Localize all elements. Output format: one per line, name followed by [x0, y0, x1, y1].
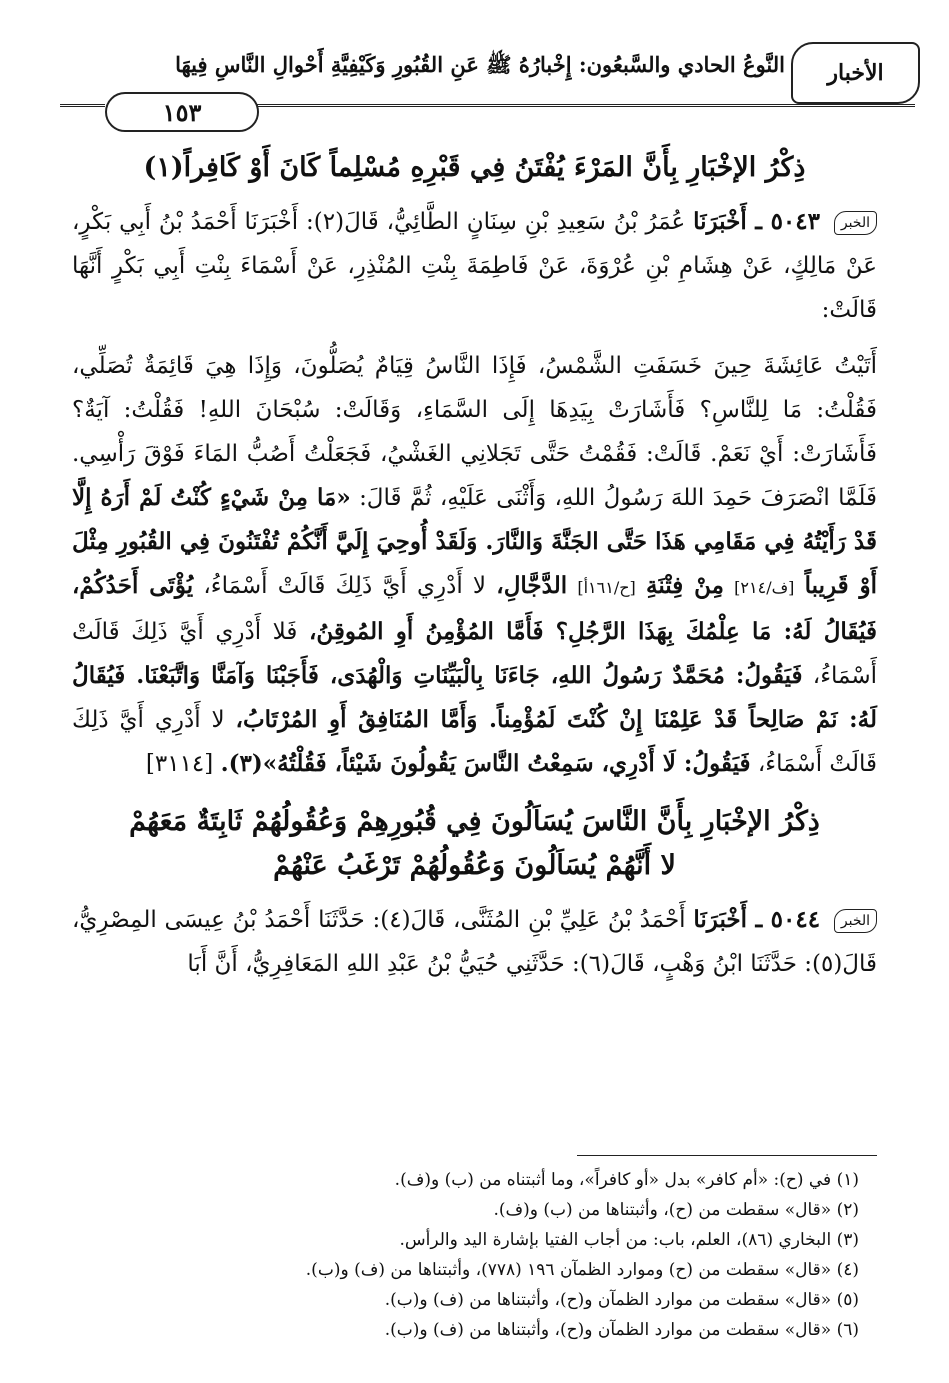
reference-number: [٣١١٤]	[145, 751, 214, 777]
header-rule-right	[255, 104, 915, 107]
footnote-4: (٤) «قال» سقطت من (ح) وموارد الظمآن ١٩٦ (٧٧٨)، وأثبتناها من (ف) و(ب).	[305, 1260, 859, 1280]
header-rule-left	[60, 104, 105, 107]
footnote-2: (٢) «قال» سقطت من (ح)، وأثبتناها من (ب) و(ف).	[493, 1200, 859, 1220]
footnote-6: (٦) «قال» سقطت من موارد الظمآن و(ح)، وأثبتناها من (ف) و(ب).	[384, 1320, 859, 1340]
hadith-number: ٥٠٤٣ ـ أَخْبَرَنَا	[693, 208, 820, 235]
matn-bold: الدَّجَّالِ،	[496, 572, 568, 599]
khabar-icon: الخبر	[834, 909, 877, 933]
matn-text: لا أَدْرِي أَيَّ ذَلِكَ قَالَتْ أَسْمَاءُ،	[72, 707, 877, 777]
running-title: النَّوعُ الحادي والسَّبعُون: إِخْبارُهُ ﷺ عَنِ القُبُورِ وَكَيْفِيَّةِ أَحْوالِ النَّاسِ فِيهَا	[175, 52, 785, 77]
section-heading-2	[72, 800, 877, 888]
manuscript-marker: [ح/١٦١أ]	[577, 578, 636, 597]
matn-bold: فَيَقُولُ: مُحَمَّدٌ رَسُولُ اللهِ، جَاءَنَا بِالْبَيِّنَاتِ وَالْهُدَى، فَأَجَبْنَا وَآمَنَّا وَاتَّبَعْنَا. فَيُقَالُ لَهُ: نَمْ صَالِحاً قَدْ عَلِمْنَا إِنْ كُنْتَ لَمُؤْمِناً. وَأَمَّا المُنَافِقُ أَوِ المُرْتَابُ،	[72, 662, 877, 733]
matn-bold: يُؤْتَى أَحَدُكُمْ، فَيُقَالُ لَهُ: مَا عِلْمُكَ بِهَذَا الرَّجُلِ؟ فَأَمَّا المُؤْمِنُ أَوِ المُوقِنُ،	[72, 572, 878, 645]
footnote-5: (٥) «قال» سقطت من موارد الظمآن و(ح)، وأثبتناها من (ف) و(ب).	[384, 1290, 859, 1310]
section-badge: الأخبار	[791, 42, 920, 104]
page-header	[60, 40, 920, 127]
footnotes	[69, 1165, 859, 1345]
matn-bold: فَيَقُولُ: لَا أَدْرِي، سَمِعْتُ النَّاسَ يَقُولُونَ شَيْئاً، فَقُلْتُهُ»(٣).	[220, 750, 751, 777]
footnote-separator	[577, 1155, 877, 1156]
footnote-3: (٣) البخاري (٨٦)، العلم، باب: من أجاب الفتيا بإشارة اليد والرأس.	[399, 1230, 859, 1250]
isnad-text: أَحْمَدُ بْنُ عَلِيِّ بْنِ المُثَنَّى، قَالَ(٤): حَدَّثَنَا أَحْمَدُ بْنُ عِيسَى المِصْرِيُّ، قَالَ(٥): حَدَّثَنَا ابْنُ وَهْبٍ، قَالَ(٦): حَدَّثَنِي حُيَيُّ بْنُ عَبْدِ اللهِ المَعَافِرِيُّ، أَنَّ أَبَا	[72, 907, 877, 977]
section-heading-1: ذِكْرُ الإخْبَارِ بِأَنَّ المَرْءَ يُفْتَنُ فِي قَبْرِهِ مُسْلِماً كَانَ أَوْ كَافِراً(١)	[143, 152, 806, 183]
section-heading-2-line1: ذِكْرُ الإخْبَارِ بِأَنَّ النَّاسَ يُسَاَلُونَ فِي قُبُورِهِمْ وَعُقُولُهُمْ ثَابِتَةٌ مَعَهُمْ	[129, 806, 820, 837]
matn-text: لا أَدْرِي أَيَّ ذَلِكَ قَالَتْ أَسْمَاءُ،	[203, 573, 487, 599]
matn-text: أَتَيْتُ عَائِشَةَ حِينَ خَسَفَتِ الشَّمْسُ، فَإِذَا النَّاسُ قِيَامٌ يُصَلُّونَ، وَإِذَا هِيَ قَائِمَةٌ تُصَلِّي، فَقُلْتُ: مَا لِلنَّاسِ؟ فَأَشَارَتْ بِيَدِهَا إِلَى السَّمَاءِ، وَقَالَتْ: سُبْحَانَ اللهِ! فَقُلْتُ: آيَةٌ؟ فَأَشَارَتْ: أَيْ نَعَمْ. قَالَتْ: فَقُمْتُ حَتَّى تَجَلانِي الغَشْيُ، فَجَعَلْتُ أَصُبُّ المَاءَ فَوْقَ رَأْسِي. فَلَمَّا انْصَرَفَ حَمِدَ اللهَ رَسُولُ اللهِ، وَأَثْنَى عَلَيْهِ، ثُمَّ قَالَ:	[72, 353, 877, 511]
hadith-5043-isnad	[72, 200, 877, 332]
section-heading-2-line2: لا أَنَّهُمْ يُسَاَلُونَ وَعُقُولُهُمْ تَرْغَبُ عَنْهُمْ	[273, 850, 676, 881]
hadith-5044-isnad	[72, 898, 877, 986]
page-body	[72, 146, 877, 986]
khabar-icon: الخبر	[834, 211, 877, 235]
page-number: ١٥٣	[105, 92, 259, 132]
hadith-5043-matn	[72, 344, 877, 786]
footnote-1: (١) في (ح): «أم كافر» بدل «أو كافراً»، وما أثبتناه من (ب) و(ف).	[394, 1170, 859, 1190]
manuscript-marker: [ف/٢١٤]	[734, 578, 795, 597]
hadith-number: ٥٠٤٤ ـ أَخْبَرَنَا	[693, 906, 821, 933]
isnad-text: عُمَرُ بْنُ سَعِيدِ بْنِ سِنَانٍ الطَّائِيُّ، قَالَ(٢): أَخْبَرَنَا أَحْمَدُ بْنُ أَبِي بَكْرٍ، عَنْ مَالِكٍ، عَنْ هِشَامِ بْنِ عُرْوَةَ، عَنْ فَاطِمَةَ بِنْتِ المُنْذِرِ، عَنْ أَسْمَاءَ بِنْتِ أَبِي بَكْرٍ أَنَّهَا قَالَتْ:	[72, 209, 877, 323]
matn-bold: «مَا مِنْ شَيْءٍ كُنْتُ لَمْ أَرَهُ إِلَّا قَدْ رَأَيْتُهُ فِي مَقَامِي هَذَا حَتَّى الجَنَّةَ وَالنَّارَ. وَلَقَدْ أُوحِيَ إِلَيَّ أَنَّكُمْ تُفْتَنُونَ فِي القُبُورِ مِثْلَ أَوْ قَرِيباً	[72, 484, 878, 599]
matn-text: فَلا أَدْرِي أَيَّ ذَلِكَ قَالَتْ أَسْمَاءُ،	[72, 619, 877, 689]
matn-bold: مِنْ فِتْنَةِ	[646, 572, 724, 599]
